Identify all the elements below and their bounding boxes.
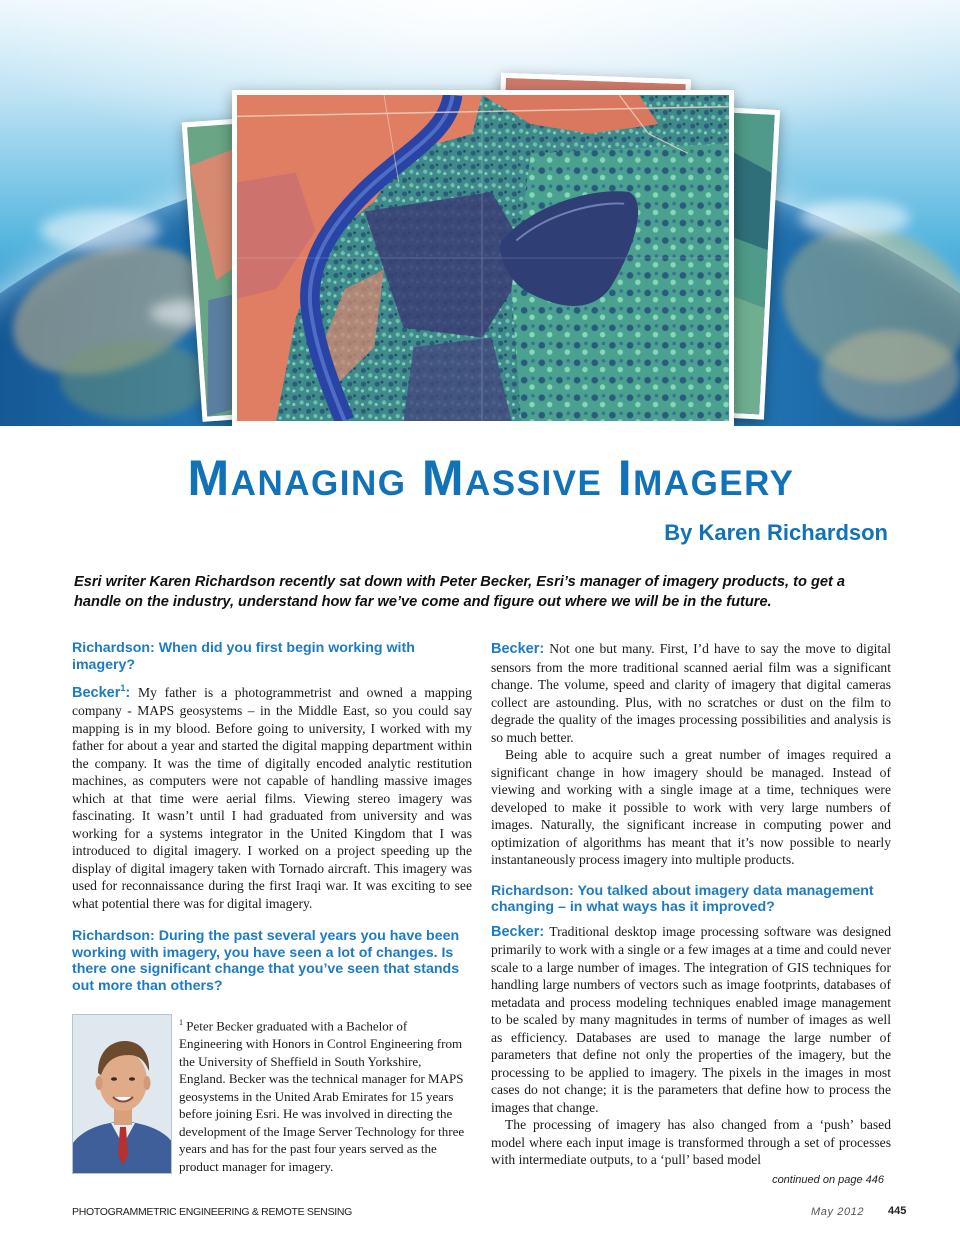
article-title: Managing Massive Imagery [187, 450, 795, 506]
interview-question [72, 640, 472, 673]
portrait-illustration [73, 1015, 172, 1174]
author-bio [72, 1014, 472, 1174]
question-speaker: Richardson: [491, 882, 574, 899]
globe-cloud [800, 200, 910, 236]
globe-cloud [40, 210, 160, 250]
false-color-satellite-map [237, 95, 729, 421]
answer-speaker: Becker: [491, 923, 545, 940]
answer-text: Traditional desktop image processing software was designed primarily to work with a single or a few images at a time and could never scale to a large number of images. The integration of GIS techniques for handling large numbers of vectors such as image footprints, databases of metadata and process modeling techniques enabled image management to be scaled by many magnitudes in terms of number of images as well as efficiency. Databases are used to manage the large number of parameters that define not only the properties of the imagery, but the processing to be applied to imagery. The pixels in the images in most cases do not change; it is the parameters that define how to process the images that change. [491, 923, 891, 1115]
footnote-reference: 1 [120, 683, 126, 693]
footnote-mark: 1 [179, 1018, 183, 1027]
issue-date: May 2012 [811, 1206, 865, 1218]
question-text: You talked about imagery data management changing – in what ways has it improved? [491, 882, 874, 915]
article-byline: By Karen Richardson [664, 520, 888, 545]
interview-answer [72, 680, 472, 912]
page-number: 445 [888, 1205, 907, 1217]
right-column [491, 640, 891, 1169]
question-speaker: Richardson: [72, 928, 155, 945]
continued-note: continued on page 446 [772, 1174, 884, 1186]
answer-speaker [72, 685, 130, 701]
hero-image [0, 0, 960, 426]
interview-question [491, 883, 891, 916]
answer-text: Not one but many. First, I’d have to say the move to digital sensors from the more traditional scanned aerial film was a significant change. The volume, speed and clarity of imagery that digital cameras collect are astounding. Plus, with no scratches or dust on the film to degrade the quality of the images processing possibilities and analysis is so much better. [491, 641, 891, 745]
answer-speaker-colon: : [125, 684, 131, 701]
answer-paragraph: The processing of imagery has also changed from a ‘push’ based model where each input image is transformed through a set of processes with intermediate outputs, to a ‘pull’ based model [491, 1117, 891, 1167]
footnote [179, 1014, 469, 1176]
footnote-text: Peter Becker graduated with a Bachelor of Engineering with Honors in Control Engineering from the University of Sheffield in South Yorkshire, England. Becker was the technical manager for MAPS geosystems in the United Arab Emirates for 15 years before joining Esri. He was involved in directing the development of the Image Server Technology for three years and has for the past four years served as the product manager for imagery. [179, 1018, 465, 1175]
satellite-map-main [232, 90, 734, 426]
question-speaker: Richardson: [72, 640, 155, 656]
answer-text: My father is a photogrammetrist and owned a mapping company - MAPS geosystems – in the Middle East, so you could say mapping is in my blood. Before going to university, I worked with my father for about a year and started the digital mapping department within the company. It was the time of digitally encoded analytic restitution machines, as computers were not capable of handling massive images which at that time were aerial films. Viewing stereo imagery was fascinating. It wasn’t until I had graduated from university and was working for a systems integrator in the United Kingdom that I was introduced to digital imagery. I worked on a project speeding up the display of digital imagery taken with Tornado aircraft. This imagery was used for reconnaissance during the first Iraqi war. It was exciting to see what potential there was for digital imagery. [72, 684, 472, 911]
answer-speaker: Becker: [491, 641, 545, 657]
globe-landmass [60, 340, 210, 420]
answer-paragraph: Being able to acquire such a great number of images required a significant change in how imagery should be managed. Instead of viewing and working with a single image at a time, techniques were developed to make it possible to work with very large numbers of images. Naturally, the significant increase in computing power and optimization of algorithms has meant that it’s now possible to nearly instantaneously process imagery into multiple products. [491, 747, 891, 867]
journal-name: PHOTOGRAMMETRIC ENGINEERING & REMOTE SENSING [72, 1206, 353, 1218]
interview-answer [491, 923, 891, 1117]
question-text: During the past several years you have been working with imagery, you have seen a lot of changes. Is there one significant change that you’ve seen that stands out more than others? [72, 928, 460, 994]
article-intro: Esri writer Karen Richardson recently sat down with Peter Becker, Esri’s manager of imagery products, to get a handle on the industry, understand how far we’ve come and figure out where we will be in the future. [74, 574, 846, 610]
interview-answer [491, 640, 891, 746]
globe-landmass [820, 330, 960, 420]
question-text: When did you first begin working with imagery? [72, 640, 415, 673]
answer-speaker-name: Becker [72, 684, 121, 701]
portrait-photo [72, 1014, 172, 1174]
interview-question [72, 928, 472, 994]
left-column [72, 640, 472, 994]
